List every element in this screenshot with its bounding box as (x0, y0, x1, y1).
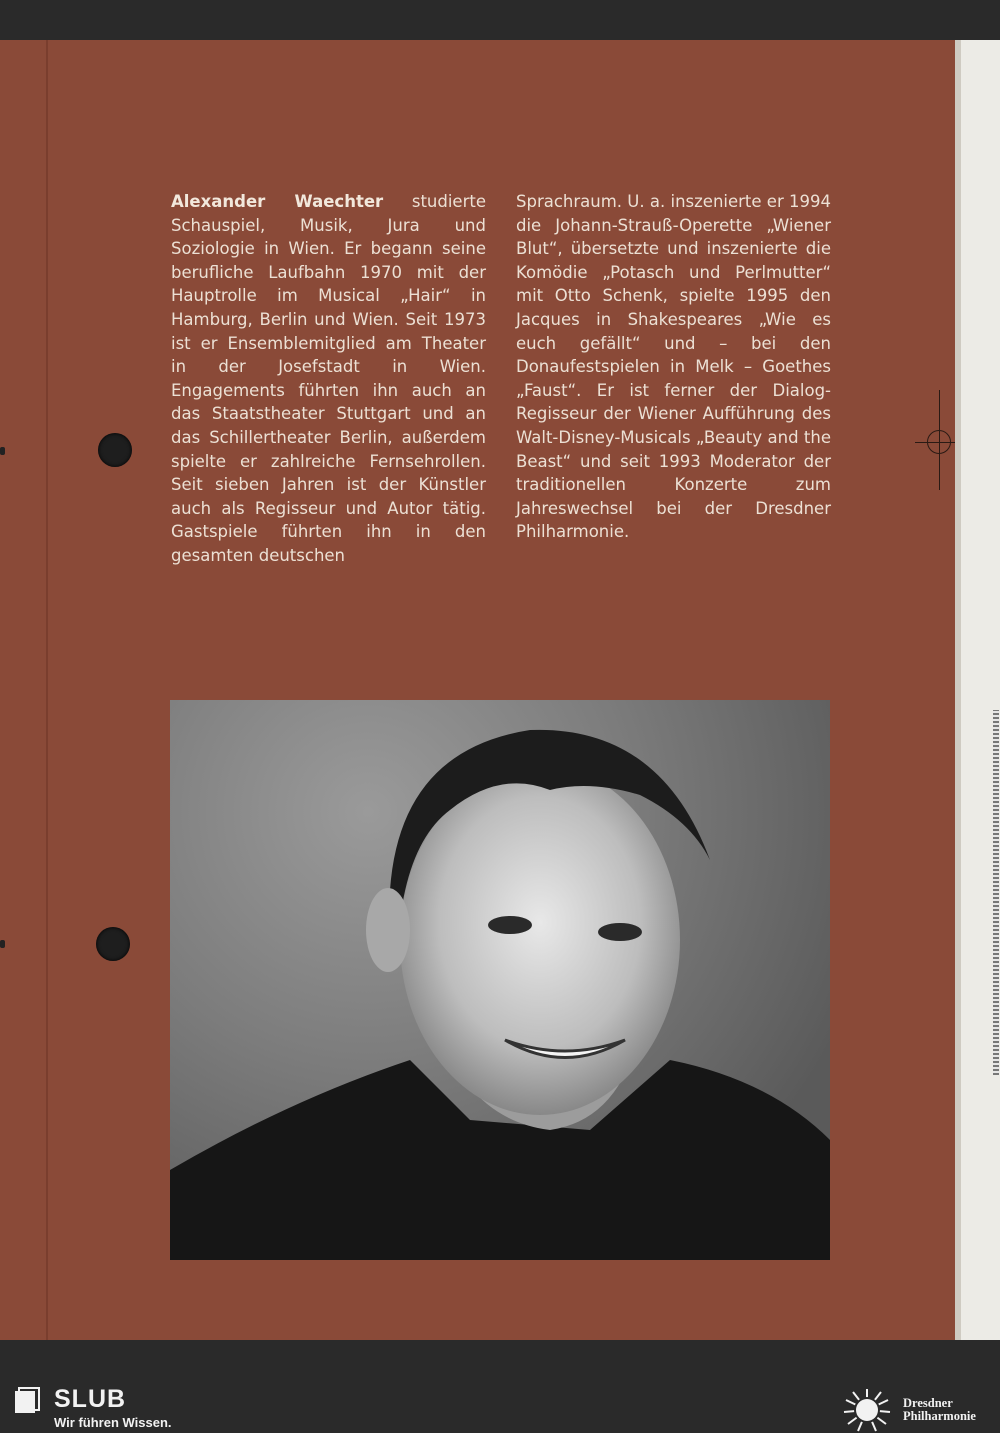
slub-book-icon (14, 1387, 42, 1415)
artist-portrait-photo (170, 700, 830, 1260)
face-shape (400, 765, 680, 1115)
biography-text-right: Sprachraum. U. a. inszenierte er 1994 die Johann-Strauß-Operette „Wiener Blut“, übersetzte und inszenierte die Komödie „Potasch und Perlmutter“ mit Otto Schenk, spielte 1995 den Jacques in Shakespeares „Wie es euch gefällt“ und – bei den Donaufestspielen in Melk – Goethes „Faust“. Er ist ferner der Dialog-Regisseur der Wiener Aufführung des Walt-Disney-Musicals „Beauty and the Beast“ und seit 1993 Moderator der traditionellen Konzerte zum Jahreswechsel bei der Dresdner Philharmonie. (516, 192, 831, 542)
scan-top-border (0, 0, 1000, 40)
next-page-strip (955, 40, 1000, 1340)
biography-text-left: studierte Schauspiel, Musik, Jura und Soziologie in Wien. Er begann seine berufliche Laufbahn 1970 mit der Hauptrolle im Musical „Hair“ in Hamburg, Berlin und Wien. Seit 1973 ist er Ensemblemitglied am Theater in der Josefstadt in Wien. Engagements führten ihn auch an das Staatstheater Stuttgart und an das Schillertheater Berlin, außerdem spielte er zahlreiche Fernsehrollen. Seit sieben Jahren ist der Künstler auch als Regisseur und Autor tätig. Gastspiele führten ihn in den gesamten deutschen (171, 192, 486, 565)
ear-shape (366, 888, 410, 972)
biography-left-column (171, 190, 486, 568)
philharmonie-sunburst-icon (842, 1388, 892, 1432)
punch-hole-top (98, 433, 132, 467)
brochure-page (0, 40, 955, 1340)
scan-bottom-border (0, 1340, 1000, 1385)
binder-dot-bottom (0, 940, 5, 948)
portrait-illustration (170, 700, 830, 1260)
slub-tagline: Wir führen Wissen. (54, 1415, 172, 1430)
slub-logo-text[interactable]: SLUB (54, 1385, 127, 1413)
philharmonie-line-2: Philharmonie (903, 1409, 976, 1423)
barcode (993, 710, 999, 1075)
artist-name: Alexander Waechter (171, 192, 384, 211)
left-eye (488, 916, 532, 934)
right-eye (598, 923, 642, 941)
page-fold-line (46, 40, 48, 1340)
binder-dot-top (0, 447, 5, 455)
philharmonie-line-1: Dresdner (903, 1396, 953, 1410)
punch-hole-bottom (96, 927, 130, 961)
biography-right-column (516, 190, 831, 544)
footer-bar (0, 1385, 1000, 1433)
philharmonie-logo-text[interactable] (903, 1397, 976, 1423)
